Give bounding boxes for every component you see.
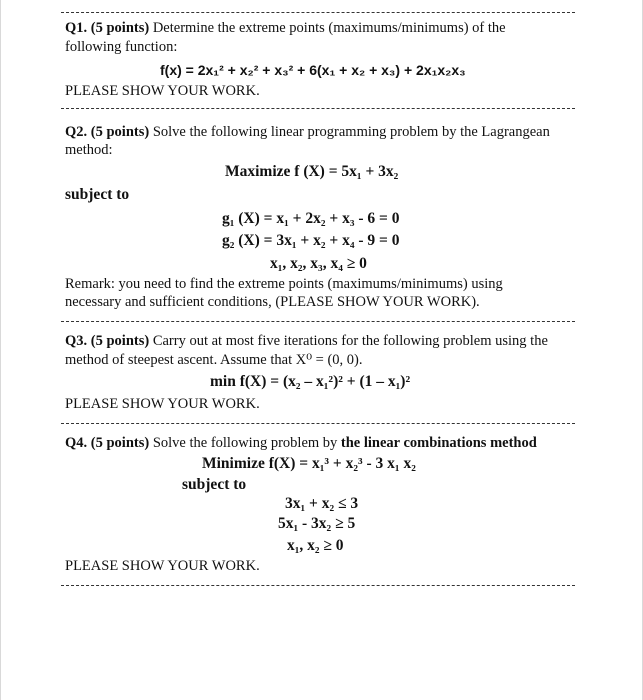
- q1-text-2: following function:: [65, 39, 178, 55]
- separator-q2-q3: [61, 321, 575, 322]
- q3-text-2: method of steepest ascent. Assume that X⁰ = (0, 0).: [65, 352, 363, 368]
- separator-bottom: [61, 585, 575, 586]
- q2-label: Q2. (5 points): [65, 124, 150, 140]
- q4-subject-to: subject to: [182, 476, 247, 493]
- q2-constraint-3: x₁, x₂, x₃, x₄ ≥ 0: [270, 255, 367, 272]
- q1-equation: f(x) = 2x₁² + x₂² + x₃² + 6(x₁ + x₂ + x₃) + 2x₁x₂x₃: [160, 62, 466, 78]
- q4-text-1: Solve the following problem by: [149, 435, 341, 451]
- q4-constraint-3: x₁, x₂ ≥ 0: [287, 537, 344, 554]
- q3-note: PLEASE SHOW YOUR WORK.: [65, 396, 260, 412]
- q2-subject-to: subject to: [65, 186, 130, 203]
- q3-equation: min f(X) = (x₂ – x₁²)² + (1 – x₁)²: [210, 373, 411, 390]
- q2-remark-1: Remark: you need to find the extreme points (maximums/minimums) using: [65, 276, 503, 292]
- q4-constraint-1: 3x₁ + x₂ ≤ 3: [285, 495, 359, 512]
- q1-note: PLEASE SHOW YOUR WORK.: [65, 83, 260, 99]
- q2-text-2: method:: [65, 142, 113, 158]
- separator-q1-q2: [61, 108, 575, 109]
- q1-line-1: [65, 20, 506, 37]
- separator-top: [61, 12, 575, 13]
- q2-constraint-2: g₂ (X) = 3x₁ + x₂ + x₄ - 9 = 0: [222, 232, 400, 249]
- separator-q3-q4: [61, 423, 575, 424]
- q4-label: Q4. (5 points): [65, 435, 150, 451]
- q3-line-1: [65, 333, 548, 350]
- q4-objective: Minimize f(X) = x₁³ + x₂³ - 3 x₁ x₂: [202, 455, 416, 472]
- q4-text-bold: the linear combinations method: [340, 435, 537, 451]
- q2-text-1: Solve the following linear programming problem by the Lagrangean: [149, 124, 550, 140]
- q1-label: Q1. (5 points): [65, 20, 150, 36]
- q2-remark-2: necessary and sufficient conditions, (PLEASE SHOW YOUR WORK).: [65, 294, 480, 310]
- q4-line-1: [65, 435, 537, 452]
- q3-text-1: Carry out at most five iterations for the following problem using the: [149, 333, 548, 349]
- q2-objective: Maximize f (X) = 5x₁ + 3x₂: [225, 163, 399, 180]
- q2-line-1: [65, 124, 550, 141]
- q1-text-1: Determine the extreme points (maximums/minimums) of the: [149, 20, 506, 36]
- q4-constraint-2: 5x₁ - 3x₂ ≥ 5: [278, 515, 356, 532]
- q3-label: Q3. (5 points): [65, 333, 150, 349]
- q2-constraint-1: g₁ (X) = x₁ + 2x₂ + x₃ - 6 = 0: [222, 210, 400, 227]
- q4-note: PLEASE SHOW YOUR WORK.: [65, 558, 260, 574]
